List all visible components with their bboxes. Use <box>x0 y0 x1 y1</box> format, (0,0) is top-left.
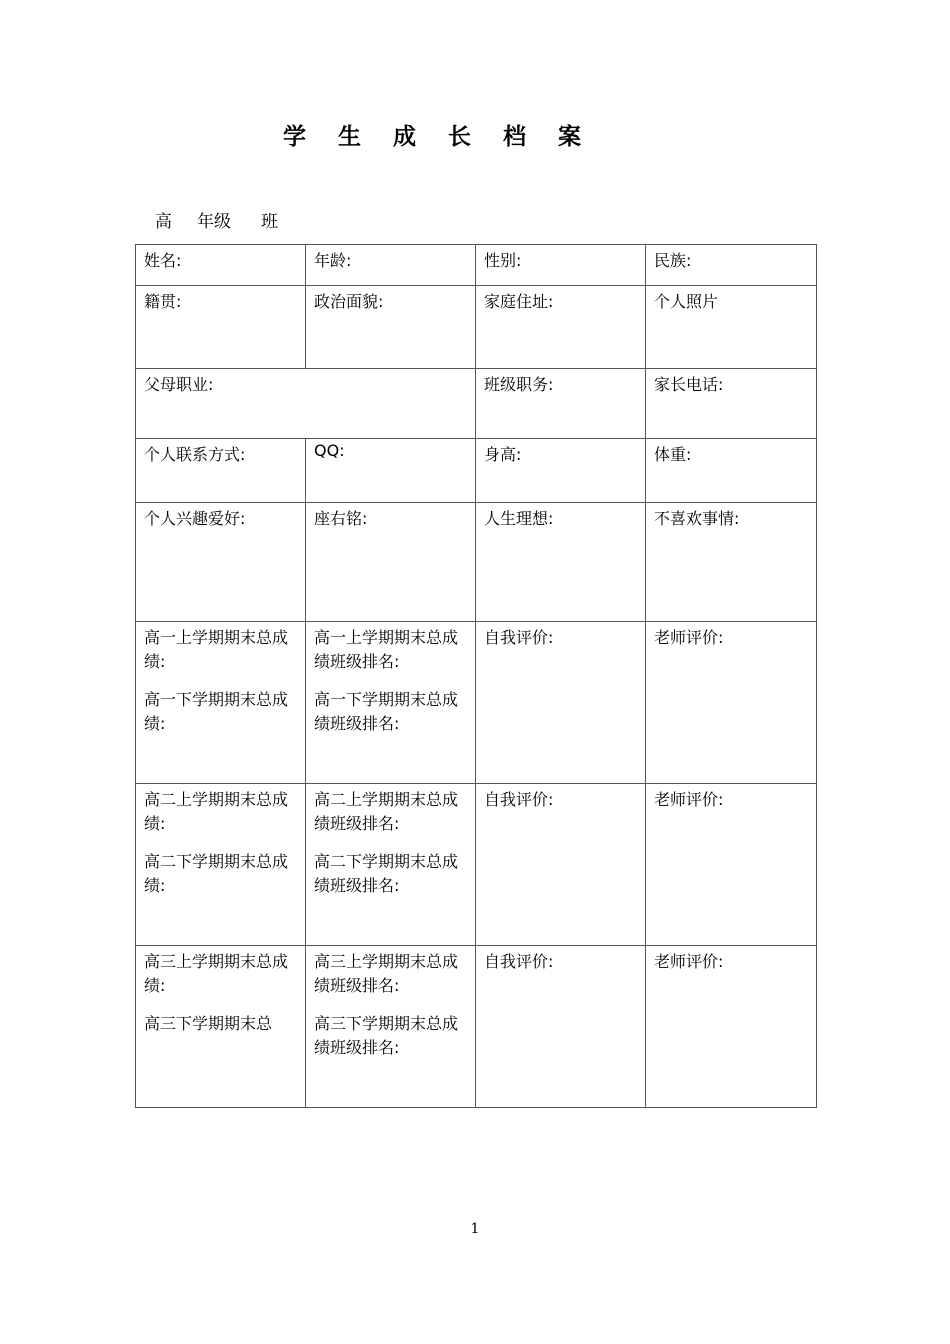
table-row <box>136 245 817 286</box>
dislikes-cell[interactable]: 不喜欢事情: <box>646 503 817 622</box>
table-row <box>136 503 817 622</box>
table-row <box>136 784 817 946</box>
parents-occupation-cell[interactable]: 父母职业: <box>136 369 476 439</box>
grade1-teacher-eval-cell[interactable]: 老师评价: <box>646 622 817 784</box>
grade-prefix: 高 <box>155 212 172 232</box>
parent-phone-cell[interactable]: 家长电话: <box>646 369 817 439</box>
home-address-cell[interactable]: 家庭住址: <box>476 286 646 369</box>
grade1-self-eval-cell[interactable]: 自我评价: <box>476 622 646 784</box>
grade3-teacher-eval-cell[interactable]: 老师评价: <box>646 946 817 1108</box>
grade-label: 年级 <box>197 212 231 232</box>
grade2-rank-cell[interactable]: 高二上学期期末总成绩班级排名: 高二下学期期末总成绩班级排名: <box>306 784 476 946</box>
class-position-cell[interactable]: 班级职务: <box>476 369 646 439</box>
grade1-rank-cell[interactable]: 高一上学期期末总成绩班级排名: 高一下学期期末总成绩班级排名: <box>306 622 476 784</box>
name-cell[interactable]: 姓名: <box>136 245 306 286</box>
class-info-line <box>155 207 278 232</box>
table-row <box>136 286 817 369</box>
student-archive-table <box>135 244 817 1108</box>
qq-cell[interactable]: QQ: <box>306 439 476 503</box>
grade3-rank-cell[interactable]: 高三上学期期末总成绩班级排名: 高三下学期期末总成绩班级排名: <box>306 946 476 1108</box>
table-row <box>136 369 817 439</box>
class-label: 班 <box>261 212 278 232</box>
grade2-self-eval-cell[interactable]: 自我评价: <box>476 784 646 946</box>
grade2-score-cell[interactable]: 高二上学期期末总成绩: 高二下学期期末总成绩: <box>136 784 306 946</box>
table-row <box>136 439 817 503</box>
table-row <box>136 946 817 1108</box>
age-cell[interactable]: 年龄: <box>306 245 476 286</box>
height-cell[interactable]: 身高: <box>476 439 646 503</box>
table-row <box>136 622 817 784</box>
page-title: 学 生 成 长 档 案 <box>282 124 594 150</box>
grade1-score-cell[interactable]: 高一上学期期末总成绩: 高一下学期期末总成绩: <box>136 622 306 784</box>
gender-cell[interactable]: 性别: <box>476 245 646 286</box>
contact-cell[interactable]: 个人联系方式: <box>136 439 306 503</box>
grade3-self-eval-cell[interactable]: 自我评价: <box>476 946 646 1108</box>
page-number: 1 <box>470 1221 480 1237</box>
grade2-teacher-eval-cell[interactable]: 老师评价: <box>646 784 817 946</box>
personal-photo-cell[interactable]: 个人照片 <box>646 286 817 369</box>
political-status-cell[interactable]: 政治面貌: <box>306 286 476 369</box>
hometown-cell[interactable]: 籍贯: <box>136 286 306 369</box>
motto-cell[interactable]: 座右铭: <box>306 503 476 622</box>
ethnicity-cell[interactable]: 民族: <box>646 245 817 286</box>
life-ideal-cell[interactable]: 人生理想: <box>476 503 646 622</box>
hobbies-cell[interactable]: 个人兴趣爱好: <box>136 503 306 622</box>
grade3-score-cell[interactable]: 高三上学期期末总成绩: 高三下学期期末总 <box>136 946 306 1108</box>
weight-cell[interactable]: 体重: <box>646 439 817 503</box>
